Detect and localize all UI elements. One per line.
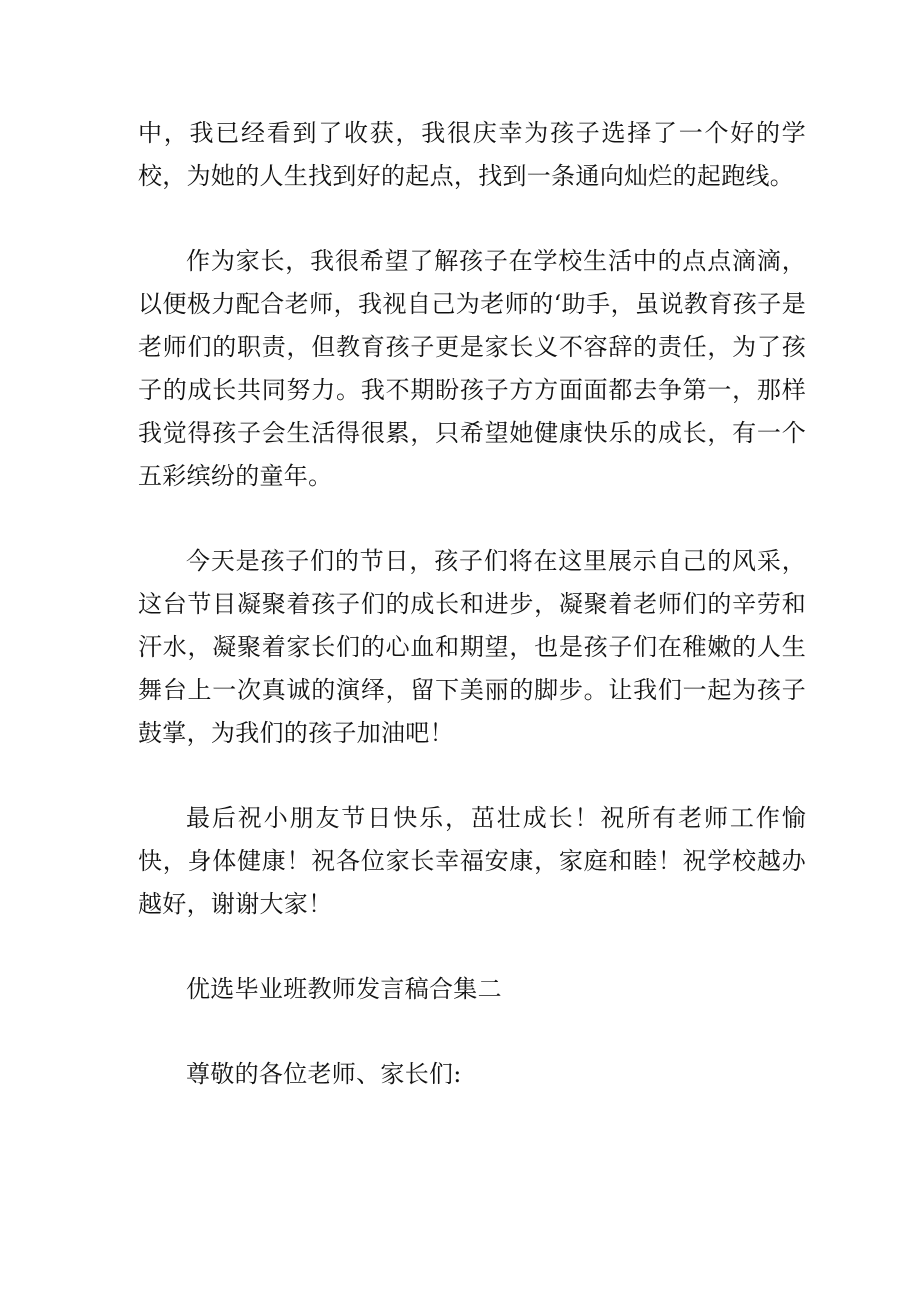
salutation: 尊敬的各位老师、家长们:	[186, 1060, 462, 1088]
section-title: 优选毕业班教师发言稿合集二	[186, 975, 502, 1003]
paragraph-festival: 今天是孩子们的节日，孩子们将在这里展示自己的风采，这台节目凝聚着孩子们的成长和进步，凝聚着老师们的辛劳和汗水，凝聚着家长们的心血和期望，也是孩子们在稚嫩的人生舞台上一次真诚的演绎，留下美丽的脚步。让我们一起为孩子鼓掌，为我们的孩子加油吧！	[138, 547, 806, 747]
paragraph-continuation: 中，我已经看到了收获，我很庆幸为孩子选择了一个好的学校，为她的人生找到好的起点，找到一条通向灿烂的起跑线。	[138, 119, 806, 190]
paragraph-parent-wishes: 作为家长，我很希望了解孩子在学校生活中的点点滴滴，以便极力配合老师，我视自己为老师的‘助手，虽说教育孩子是老师们的职责，但教育孩子更是家长义不容辞的责任，为了孩子的成长共同努力。我不期盼孩子方方面面都去争第一，那样我觉得孩子会生活得很累，只希望她健康快乐的成长，有一个五彩缤纷的童年。	[138, 247, 806, 490]
paragraph-closing-wishes: 最后祝小朋友节日快乐，茁壮成长！祝所有老师工作愉快，身体健康！祝各位家长幸福安康，家庭和睦！祝学校越办越好，谢谢大家！	[138, 804, 806, 918]
document-body	[138, 112, 806, 1138]
